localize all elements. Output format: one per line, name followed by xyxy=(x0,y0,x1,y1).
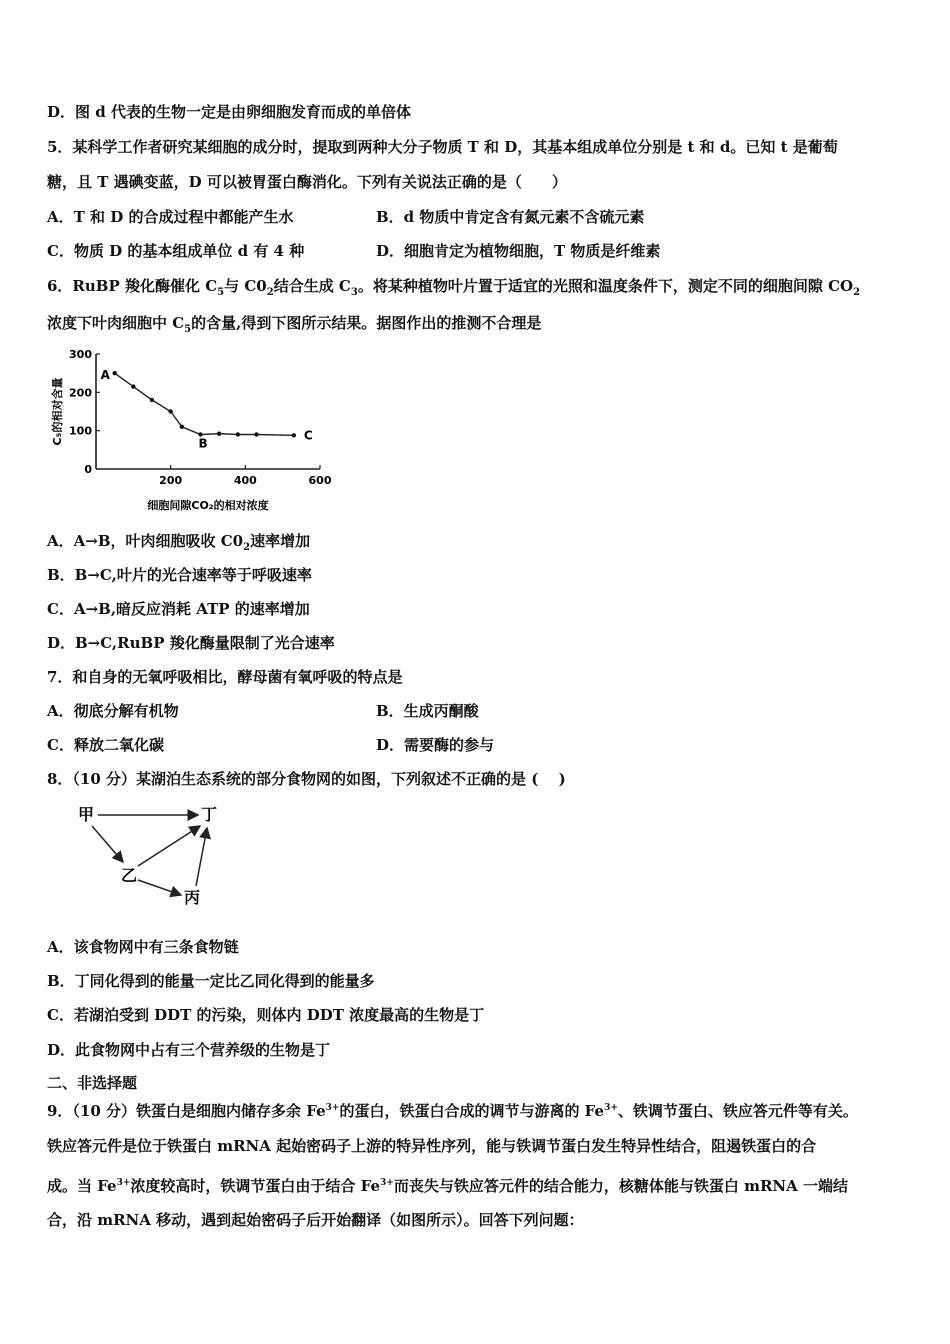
point-label-a: A xyxy=(100,368,110,383)
q5-option-c: C．物质 D 的基本组成单位 d 有 4 种 xyxy=(47,242,305,260)
q5-option-d: D．细胞肯定为植物细胞，T 物质是纤维素 xyxy=(376,242,661,260)
q8-option-d: D．此食物网中占有三个营养级的生物是丁 xyxy=(47,1041,331,1059)
arrow-bing-ding xyxy=(196,828,207,886)
data-point-2 xyxy=(150,398,154,402)
series-line xyxy=(115,373,294,435)
data-point-8 xyxy=(254,432,258,436)
node-jia: 甲 xyxy=(78,805,95,824)
q5-stem-line1: 5．某科学工作者研究某细胞的成分时，提取到两种大分子物质 T 和 D，其基本组成单位分别是 t 和 d。已知 t 是葡萄 xyxy=(47,138,838,156)
node-bing: 丙 xyxy=(184,888,201,907)
data-point-4 xyxy=(180,425,184,429)
q9-line1: 9．（10 分）铁蛋白是细胞内储存多余 $Fe^{3+}$的蛋白，铁蛋白合成的调节与游离的 $Fe^{3+}$、铁调节蛋白、铁应答元件等有关。 xyxy=(47,1102,858,1120)
q8-option-c: C．若湖泊受到 DDT 的污染，则体内 DDT 浓度最高的生物是丁 xyxy=(47,1006,485,1024)
q6-option-d: D．B→C,RuBP 羧化酶量限制了光合速率 xyxy=(47,634,335,652)
y-axis-label: C₅的相对含量 xyxy=(51,377,64,446)
y-tick-label-0: 0 xyxy=(84,463,92,476)
point-label-b: B xyxy=(198,436,208,451)
point-label-c: C xyxy=(303,428,313,443)
arrow-yi-bing xyxy=(138,880,181,895)
q6-option-a: A．A→B，叶肉细胞吸收 $C0_2$速率增加 xyxy=(47,532,311,553)
node-yi: 乙 xyxy=(121,866,138,885)
data-point-1 xyxy=(131,384,135,388)
arrow-yi-ding xyxy=(138,826,200,866)
arrow-jia-yi xyxy=(92,826,123,862)
data-point-6 xyxy=(217,432,221,436)
q6-stem-line1: 6．RuBP 羧化酶催化 $C_5$与 $C0_2$结合生成 $C_3$。将某种植物叶片置于适宜的光照和温度条件下，测定不同的细胞间隙 $CO_2$ xyxy=(47,277,861,298)
q5-stem-line2: 糖，且 T 遇碘变蓝，D 可以被胃蛋白酶消化。下列有关说法正确的是（ ） xyxy=(47,173,567,191)
q9-line4: 合，沿 mRNA 移动，遇到起始密码子后开始翻译（如图所示）。回答下列问题： xyxy=(47,1211,584,1229)
x-tick-label-1: 400 xyxy=(233,474,257,487)
x-tick-label-2: 600 xyxy=(308,474,332,487)
node-ding: 丁 xyxy=(201,805,218,824)
data-point-3 xyxy=(168,409,172,413)
q6-stem-line2: 浓度下叶肉细胞中 $C_5$的含量,得到下图所示结果。据图作出的推测不合理是 xyxy=(47,314,542,335)
q8-option-b: B．丁同化得到的能量一定比乙同化得到的能量多 xyxy=(47,972,375,990)
q7-option-c: C．释放二氧化碳 xyxy=(47,736,164,754)
x-axis-label: 细胞间隙CO₂的相对浓度 xyxy=(147,499,269,512)
data-point-0 xyxy=(112,371,116,375)
q8-option-a: A．该食物网中有三条食物链 xyxy=(47,938,239,956)
y-tick-label-2: 200 xyxy=(69,386,92,400)
q9-line3: 成。当 $Fe^{3+}$浓度较高时，铁调节蛋白由于结合 $Fe^{3+}$而丧失与铁应答元件的结合能力，核糖体能与铁蛋白 mRNA 一端结 xyxy=(47,1177,848,1195)
q5-option-a: A．T 和 D 的合成过程中都能产生水 xyxy=(47,208,294,226)
y-tick-label-1: 100 xyxy=(69,424,92,438)
q7-option-a: A．彻底分解有机物 xyxy=(47,702,179,720)
q5-option-b: B．d 物质中肯定含有氮元素不含硫元素 xyxy=(376,208,645,226)
x-tick-label-0: 200 xyxy=(159,474,183,487)
section-title: 二、非选择题 xyxy=(47,1074,138,1092)
c5-concentration-chart xyxy=(48,345,348,520)
q7-stem: 7．和自身的无氧呼吸相比，酵母菌有氧呼吸的特点是 xyxy=(47,668,403,686)
q7-option-b: B．生成丙酮酸 xyxy=(376,702,479,720)
food-web-diagram xyxy=(68,798,228,913)
data-point-9 xyxy=(292,433,296,437)
q7-option-d: D．需要酶的参与 xyxy=(376,736,495,754)
q9-line2: 铁应答元件是位于铁蛋白 mRNA 起始密码子上游的特异性序列，能与铁调节蛋白发生特异性结合，阻遏铁蛋白的合 xyxy=(47,1137,817,1155)
q4-option-d: D．图 d 代表的生物一定是由卵细胞发育而成的单倍体 xyxy=(47,103,411,121)
q6-option-c: C．A→B,暗反应消耗 ATP 的速率增加 xyxy=(47,600,310,618)
y-tick-label-3: 300 xyxy=(69,348,92,361)
q6-option-b: B．B→C,叶片的光合速率等于呼吸速率 xyxy=(47,566,312,584)
q8-stem: 8．（10 分）某湖泊生态系统的部分食物网的如图，下列叙述不正确的是 ( ) xyxy=(47,770,566,788)
data-point-7 xyxy=(236,432,240,436)
